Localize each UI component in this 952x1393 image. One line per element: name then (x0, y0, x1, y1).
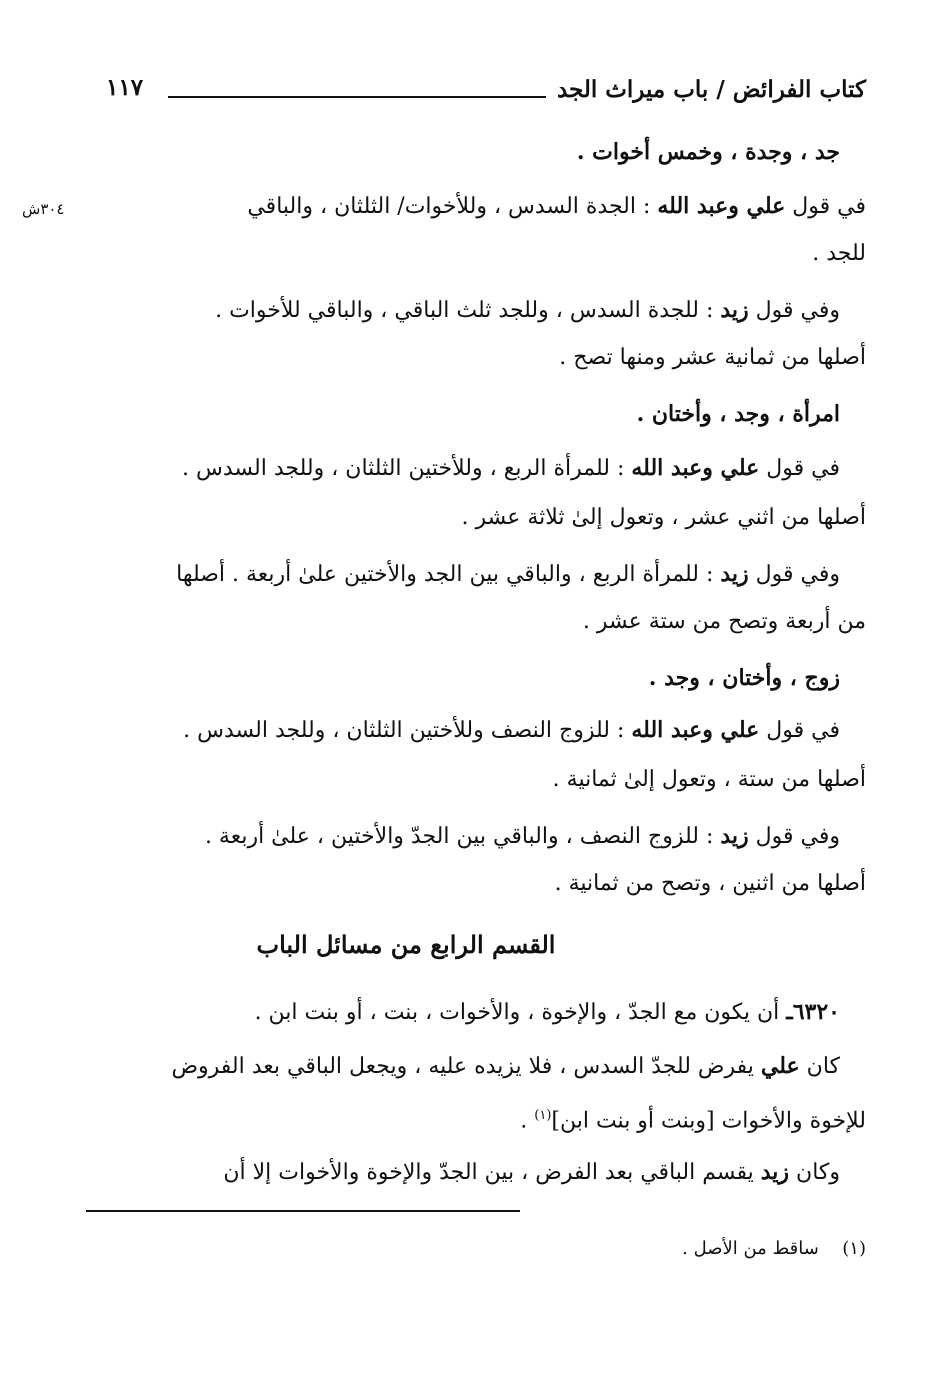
text-prefix: في قول (766, 456, 840, 481)
scholar-name: زيد (760, 1159, 790, 1185)
paragraph-line (86, 820, 840, 853)
text-body: : للمرأة الربع ، وللأختين الثلثان ، وللجد السدس . (182, 456, 625, 481)
paragraph-line (86, 558, 840, 591)
text-body: : للزوج النصف ، والباقي بين الجدّ والأختين ، علىٰ أربعة . (204, 824, 714, 849)
margin-note: ٣٠٤ش (22, 200, 65, 218)
text-prefix: وفي قول (755, 562, 840, 587)
running-title: كتاب الفرائض / باب ميراث الجد (556, 76, 866, 103)
footnote-text: ساقط من الأصل . (682, 1238, 819, 1259)
case-heading: جد ، وجدة ، وخمس أخوات . (576, 139, 840, 165)
text-body: : للمرأة الربع ، والباقي بين الجد والأختين علىٰ أربعة . أصلها (176, 562, 714, 587)
scholar-name: علي (760, 1053, 800, 1079)
paragraph-line: أصلها من اثنين ، وتصح من ثمانية . (554, 871, 866, 896)
text-prefix: كان (806, 1054, 840, 1079)
case-heading: امرأة ، وجد ، وأختان . (636, 401, 840, 427)
paragraph-line: أصلها من اثني عشر ، وتعول إلىٰ ثلاثة عشر . (461, 505, 866, 530)
text-body: أن يكون مع الجدّ ، والإخوة ، والأخوات ، بنت ، أو بنت ابن . (254, 1000, 780, 1025)
item-number: ٦٣٢٠ـ (786, 999, 840, 1025)
case-heading: زوج ، وأختان ، وجد . (648, 665, 840, 691)
footnote-rule (86, 1210, 520, 1212)
paragraph-line (86, 1050, 840, 1083)
text-body: يفرض للجدّ السدس ، فلا يزيده عليه ، ويجعل الباقي بعد الفروض (171, 1054, 754, 1079)
text-prefix: في قول (792, 194, 866, 219)
paragraph-line: من أربعة وتصح من ستة عشر . (582, 609, 866, 634)
text-prefix: وكان (796, 1160, 840, 1185)
scholar-name: زيد (720, 823, 749, 849)
scholar-name: علي وعبد الله (631, 717, 760, 743)
text-body: : للجدة السدس ، وللجد ثلث الباقي ، والباقي للأخوات . (215, 298, 714, 323)
paragraph-line: أصلها من ثمانية عشر ومنها تصح . (559, 345, 866, 370)
paragraph-line (86, 452, 840, 485)
paragraph-line (86, 1100, 866, 1137)
text-body: للإخوة والأخوات [وبنت أو بنت ابن] (551, 1108, 866, 1134)
header-rule (168, 96, 546, 98)
text-prefix: وفي قول (755, 824, 840, 849)
paragraph-line (86, 294, 840, 327)
paragraph-line (86, 190, 866, 223)
text-prefix: وفي قول (755, 298, 840, 323)
paragraph-line: للجد . (812, 241, 866, 266)
text-body: . (520, 1108, 535, 1134)
running-header (106, 72, 866, 116)
scholar-name: علي وعبد الله (631, 455, 760, 481)
footnote-ref[interactable]: (١) (534, 1108, 552, 1123)
section-title: القسم الرابع من مسائل الباب (256, 930, 556, 959)
paragraph-line (86, 1156, 840, 1189)
paragraph-line: أصلها من ستة ، وتعول إلىٰ ثمانية . (552, 767, 866, 792)
text-body: : للزوج النصف وللأختين الثلثان ، وللجد السدس . (183, 718, 625, 743)
text-body: : الجدة السدس ، وللأخوات/ الثلثان ، والباقي (247, 194, 651, 219)
scholar-name: زيد (720, 297, 749, 323)
paragraph-line (86, 996, 840, 1029)
paragraph-line (86, 714, 840, 747)
text-body: يقسم الباقي بعد الفرض ، بين الجدّ والإخوة والأخوات إلا أن (223, 1160, 754, 1185)
scholar-name: زيد (720, 561, 749, 587)
text-prefix: في قول (766, 718, 840, 743)
page-number: ١١٧ (106, 74, 144, 101)
footnote (682, 1238, 866, 1259)
scholar-name: علي وعبد الله (657, 193, 786, 219)
footnote-marker: (١) (842, 1238, 866, 1259)
